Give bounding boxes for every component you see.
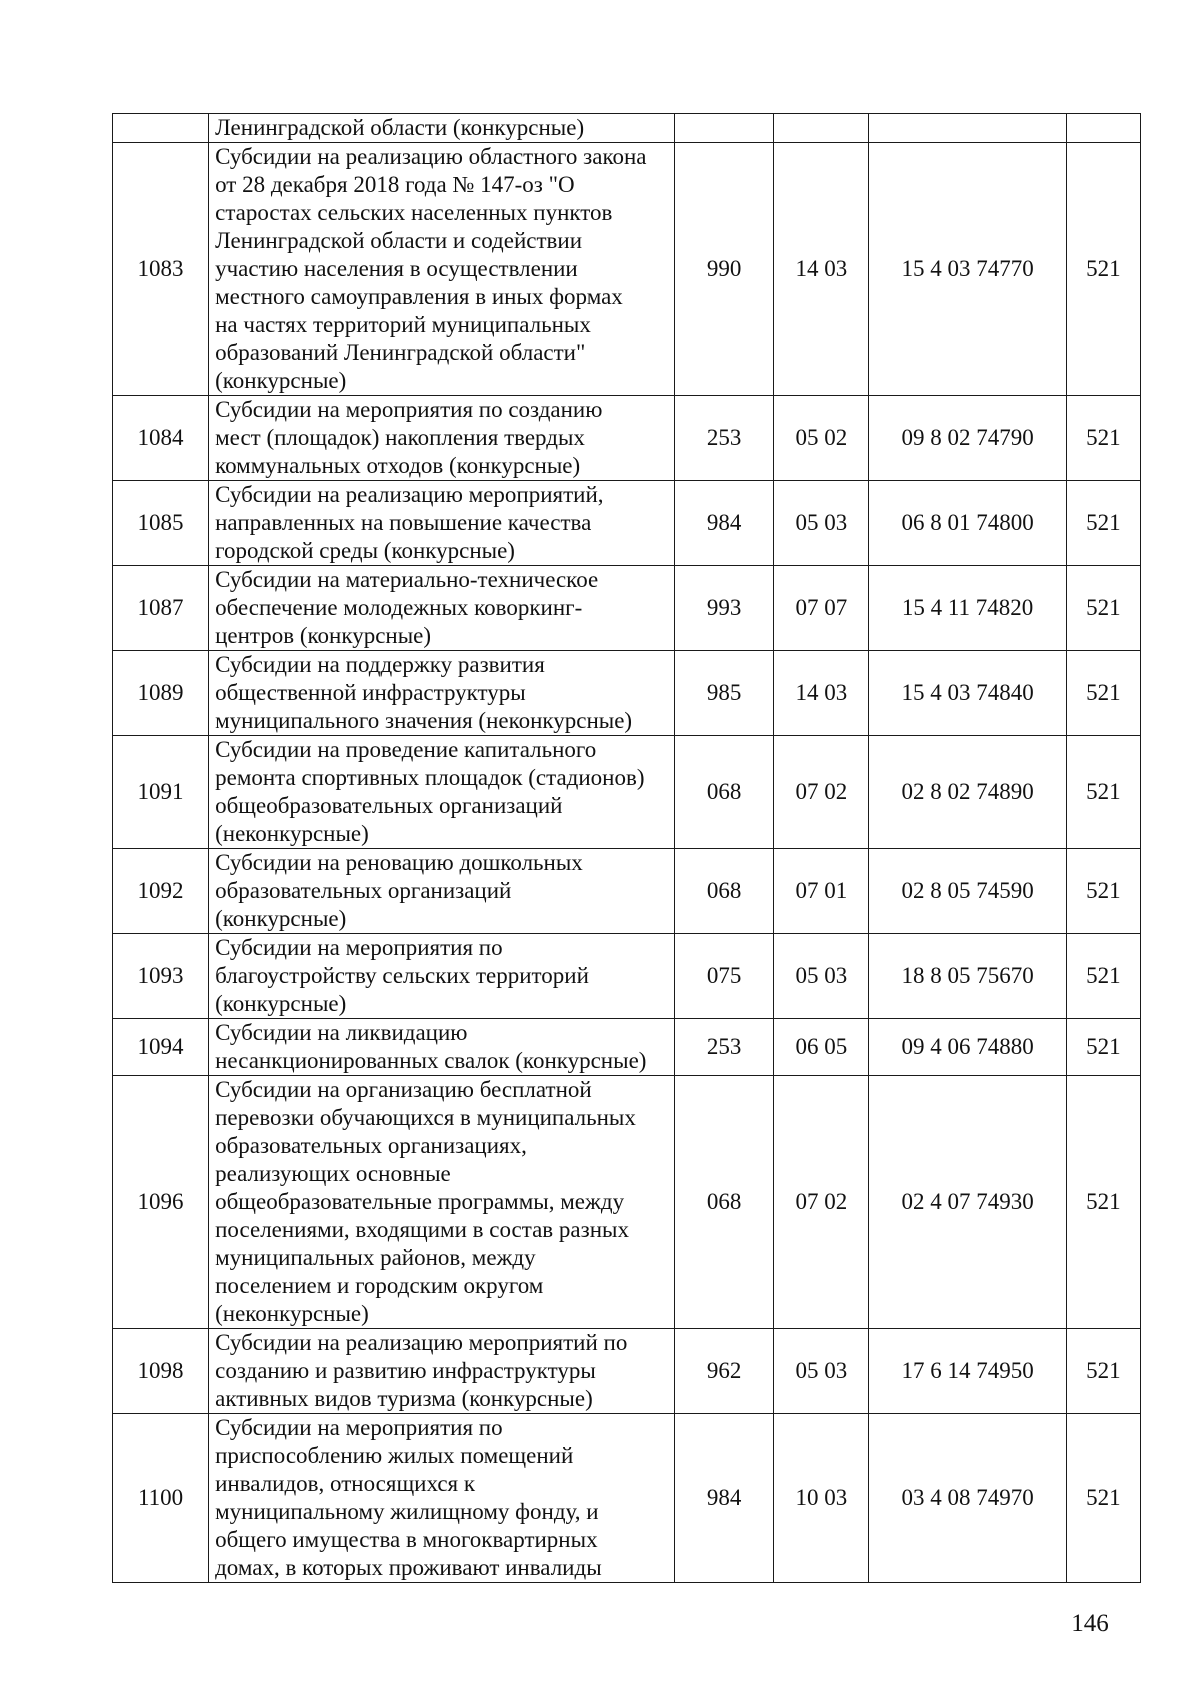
- table-row: [113, 849, 1141, 934]
- page-number: 146: [1071, 1610, 1109, 1637]
- row-number-cell: 1092: [113, 849, 209, 934]
- expense-type-code-cell: 521: [1066, 651, 1140, 736]
- department-code-cell: 253: [675, 396, 774, 481]
- table-row: [113, 396, 1141, 481]
- row-number-cell: 1094: [113, 1019, 209, 1076]
- row-number-cell: 1083: [113, 143, 209, 396]
- department-code-cell: 984: [675, 1414, 774, 1583]
- target-article-code-cell: 09 8 02 74790: [869, 396, 1066, 481]
- department-code-cell: 068: [675, 849, 774, 934]
- section-code-cell: 14 03: [774, 143, 869, 396]
- target-article-code-cell: 18 8 05 75670: [869, 934, 1066, 1019]
- section-code-cell: 07 01: [774, 849, 869, 934]
- table-row: [113, 934, 1141, 1019]
- expense-type-code-cell: 521: [1066, 1019, 1140, 1076]
- table-row: [113, 1414, 1141, 1583]
- department-code-cell: [675, 114, 774, 143]
- budget-classification-table: [112, 113, 1141, 1583]
- target-article-code-cell: 15 4 11 74820: [869, 566, 1066, 651]
- target-article-code-cell: 09 4 06 74880: [869, 1019, 1066, 1076]
- expense-type-code-cell: 521: [1066, 566, 1140, 651]
- subsidy-name-cell: Субсидии на реализацию мероприятий по созданию и развитию инфраструктуры активных видов туризма (конкурсные): [209, 1329, 675, 1414]
- subsidy-name-cell: Субсидии на мероприятия по созданию мест (площадок) накопления твердых коммунальных отходов (конкурсные): [209, 396, 675, 481]
- subsidy-name-cell: Субсидии на реализацию областного закона от 28 декабря 2018 года № 147-оз "О старостах сельских населенных пунктов Ленинградской области и содействии участию населения в осуществлении местного самоуправления в иных формах на частях территорий муниципальных образований Ленинградской области" (конкурсные): [209, 143, 675, 396]
- department-code-cell: 075: [675, 934, 774, 1019]
- row-number-cell: 1100: [113, 1414, 209, 1583]
- subsidy-name-cell: Субсидии на проведение капитального ремонта спортивных площадок (стадионов) общеобразовательных организаций (неконкурсные): [209, 736, 675, 849]
- row-number-cell: 1098: [113, 1329, 209, 1414]
- table-row: [113, 481, 1141, 566]
- expense-type-code-cell: 521: [1066, 934, 1140, 1019]
- subsidy-name-cell: Субсидии на мероприятия по приспособлению жилых помещений инвалидов, относящихся к муниципальному жилищному фонду, и общего имущества в многоквартирных домах, в которых проживают инвалиды: [209, 1414, 675, 1583]
- row-number-cell: 1085: [113, 481, 209, 566]
- subsidy-name-cell: Субсидии на реализацию мероприятий, направленных на повышение качества городской среды (конкурсные): [209, 481, 675, 566]
- table-row: [113, 651, 1141, 736]
- expense-type-code-cell: 521: [1066, 1414, 1140, 1583]
- table-row: [113, 736, 1141, 849]
- row-number-cell: 1084: [113, 396, 209, 481]
- section-code-cell: 07 02: [774, 736, 869, 849]
- department-code-cell: 984: [675, 481, 774, 566]
- target-article-code-cell: 17 6 14 74950: [869, 1329, 1066, 1414]
- table-row: [113, 114, 1141, 143]
- table-row: [113, 1329, 1141, 1414]
- section-code-cell: 14 03: [774, 651, 869, 736]
- row-number-cell: [113, 114, 209, 143]
- table-row: [113, 143, 1141, 396]
- target-article-code-cell: 15 4 03 74840: [869, 651, 1066, 736]
- subsidy-name-cell: Субсидии на материально-техническое обеспечение молодежных коворкинг- центров (конкурсные): [209, 566, 675, 651]
- row-number-cell: 1089: [113, 651, 209, 736]
- target-article-code-cell: 06 8 01 74800: [869, 481, 1066, 566]
- department-code-cell: 068: [675, 1076, 774, 1329]
- row-number-cell: 1091: [113, 736, 209, 849]
- expense-type-code-cell: 521: [1066, 849, 1140, 934]
- subsidy-name-cell: Субсидии на организацию бесплатной перевозки обучающихся в муниципальных образовательных организациях, реализующих основные общеобразовательные программы, между поселениями, входящими в состав разных муниципальных районов, между поселением и городским округом (неконкурсные): [209, 1076, 675, 1329]
- row-number-cell: 1096: [113, 1076, 209, 1329]
- expense-type-code-cell: 521: [1066, 143, 1140, 396]
- expense-type-code-cell: 521: [1066, 396, 1140, 481]
- subsidy-name-cell: Субсидии на ликвидацию несанкционированных свалок (конкурсные): [209, 1019, 675, 1076]
- department-code-cell: 990: [675, 143, 774, 396]
- subsidy-name-cell: Субсидии на реновацию дошкольных образовательных организаций (конкурсные): [209, 849, 675, 934]
- department-code-cell: 985: [675, 651, 774, 736]
- row-number-cell: 1093: [113, 934, 209, 1019]
- section-code-cell: 07 07: [774, 566, 869, 651]
- section-code-cell: 10 03: [774, 1414, 869, 1583]
- target-article-code-cell: [869, 114, 1066, 143]
- target-article-code-cell: 03 4 08 74970: [869, 1414, 1066, 1583]
- subsidy-name-cell: Субсидии на поддержку развития общественной инфраструктуры муниципального значения (неконкурсные): [209, 651, 675, 736]
- expense-type-code-cell: 521: [1066, 1076, 1140, 1329]
- table-row: [113, 1076, 1141, 1329]
- subsidy-name-cell: Ленинградской области (конкурсные): [209, 114, 675, 143]
- subsidy-name-cell: Субсидии на мероприятия по благоустройству сельских территорий (конкурсные): [209, 934, 675, 1019]
- section-code-cell: 05 02: [774, 396, 869, 481]
- section-code-cell: [774, 114, 869, 143]
- department-code-cell: 993: [675, 566, 774, 651]
- department-code-cell: 253: [675, 1019, 774, 1076]
- target-article-code-cell: 02 4 07 74930: [869, 1076, 1066, 1329]
- department-code-cell: 962: [675, 1329, 774, 1414]
- department-code-cell: 068: [675, 736, 774, 849]
- section-code-cell: 05 03: [774, 1329, 869, 1414]
- table-row: [113, 566, 1141, 651]
- section-code-cell: 05 03: [774, 934, 869, 1019]
- section-code-cell: 05 03: [774, 481, 869, 566]
- row-number-cell: 1087: [113, 566, 209, 651]
- section-code-cell: 07 02: [774, 1076, 869, 1329]
- expense-type-code-cell: 521: [1066, 1329, 1140, 1414]
- expense-type-code-cell: 521: [1066, 736, 1140, 849]
- expense-type-code-cell: [1066, 114, 1140, 143]
- target-article-code-cell: 15 4 03 74770: [869, 143, 1066, 396]
- target-article-code-cell: 02 8 02 74890: [869, 736, 1066, 849]
- expense-type-code-cell: 521: [1066, 481, 1140, 566]
- table-body: [113, 114, 1141, 1583]
- section-code-cell: 06 05: [774, 1019, 869, 1076]
- table-row: [113, 1019, 1141, 1076]
- target-article-code-cell: 02 8 05 74590: [869, 849, 1066, 934]
